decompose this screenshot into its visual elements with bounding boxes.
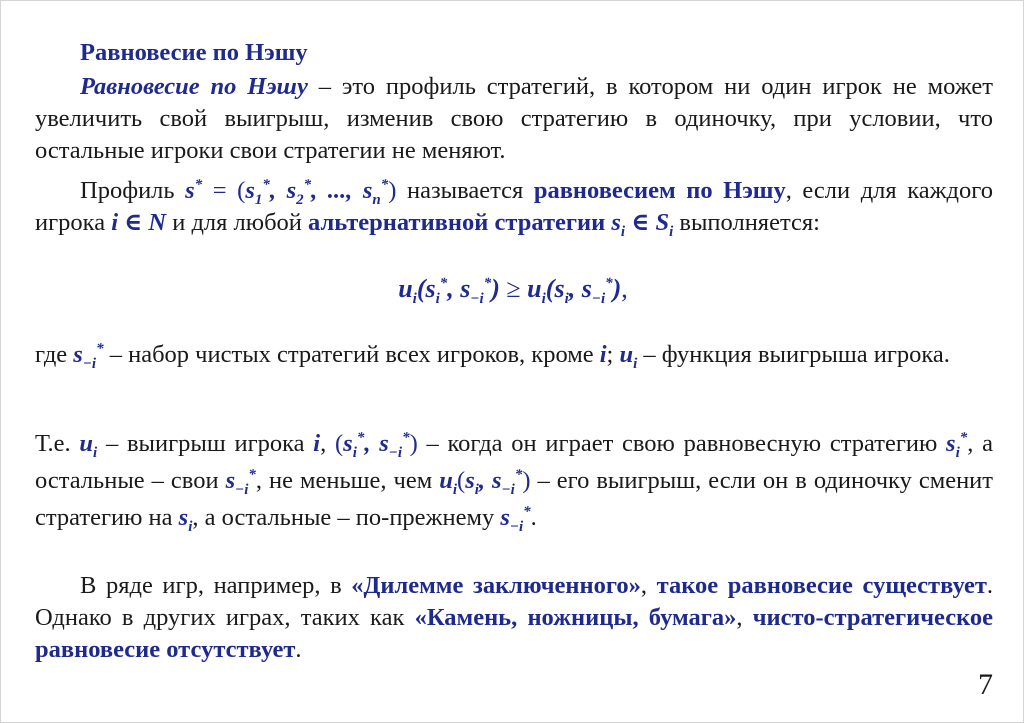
others-strategies-symbol: $s_{-i}^*$	[225, 466, 256, 498]
definition-text: – это профиль стратегий, в котором ни один игрок не может увеличить свой выигрыш, изменив свою стратегию в одиночку, при условии, что остальные игроки свои стратегии не меняют.	[35, 73, 994, 164]
examples-text-3: . Однако в других играх, таких как	[35, 572, 994, 631]
examples-text-2: ,	[640, 572, 657, 599]
profile-term: равновесием по Нэшу	[533, 177, 786, 204]
player-in-set: i ∈ N	[111, 209, 167, 236]
player-symbol: i	[313, 430, 321, 457]
profile-text-3: , если для каждого игрока	[35, 177, 993, 236]
where-text-1: где	[35, 341, 74, 368]
ie-text-9: .	[530, 504, 537, 531]
profile-text-4: и для любой	[166, 209, 309, 236]
strategy-in-set: $s_i$ ∈ $S_i$	[611, 209, 674, 240]
ie-text-8: , а остальные – по-прежнему	[192, 504, 501, 531]
slide-title: Равновесие по Нэшу	[80, 39, 308, 66]
payoff-symbol: $u_i$	[79, 430, 98, 461]
others-strategies-symbol: $s_{-i}^*$	[73, 340, 104, 372]
profile-text-2: называется	[396, 177, 534, 204]
alt-strategy-term: альтернативной стратегии	[308, 209, 606, 236]
examples-paragraph	[35, 570, 993, 666]
where-paragraph	[35, 339, 993, 371]
equilibrium-absent-text: чисто-стратегическое равновесие отсутствует	[35, 604, 994, 663]
game-prisoners-dilemma: «Дилемме заключенного»	[351, 572, 641, 599]
others-strategies-symbol: $s_{-i}^*$	[500, 503, 531, 535]
ie-text-5: , а остальные – свои	[35, 430, 993, 494]
profile-text-5: выполняется:	[679, 209, 820, 236]
game-rock-paper-scissors: «Камень, ножницы, бумага»	[414, 604, 737, 631]
profile-text-1: Профиль	[80, 177, 186, 204]
ie-text-1: Т.е.	[35, 430, 80, 457]
profile-formula: $s^* = (s_1^*$, $s_2^*$, ..., $s_n^*$)	[185, 176, 397, 208]
player-symbol: i	[599, 341, 607, 368]
examples-text-4: ,	[736, 604, 753, 631]
ie-text-3: ,	[320, 430, 335, 457]
nash-inequality: $u_i(s_i^*$, $s_{-i}^*) \ge u_i(s_i$, $s_{-i}^*$),	[398, 274, 628, 308]
ie-text-7: – его выигрыш, если он в одиночку сменит стратегию на	[35, 467, 994, 531]
ie-text-4: – когда он играет свою равновесную стратегию	[417, 430, 947, 457]
page-number: 7	[978, 668, 993, 701]
where-text-2: – набор чистых стратегий всех игроков, кроме	[103, 341, 600, 368]
profile-paragraph	[35, 175, 993, 239]
ie-text-2: – выигрыш игрока	[97, 430, 314, 457]
explanation-paragraph	[35, 425, 993, 536]
examples-text-1: В ряде игр, например, в	[80, 572, 352, 599]
payoff-symbol: $u_i$	[619, 341, 638, 372]
equilibrium-profile-symbol: ($s_i^*$, $s_{-i}^*$)	[334, 429, 418, 461]
deviation-payoff-symbol: $u_i(s_i$, $s_{-i}^*$)	[439, 466, 531, 498]
strategy-symbol: $s_i$	[178, 504, 193, 535]
equilibrium-exists-text: такое равновесие существует	[656, 572, 987, 599]
equilibrium-strategy-symbol: $s_i^*$	[946, 429, 968, 461]
where-text-3: ;	[606, 341, 620, 368]
definition-term: Равновесие по Нэшу	[80, 73, 308, 100]
definition-paragraph	[35, 71, 993, 167]
ie-text-6: , не меньше, чем	[255, 467, 440, 494]
examples-text-5: .	[295, 636, 302, 663]
where-text-4: – функция выигрыша игрока.	[637, 341, 950, 368]
